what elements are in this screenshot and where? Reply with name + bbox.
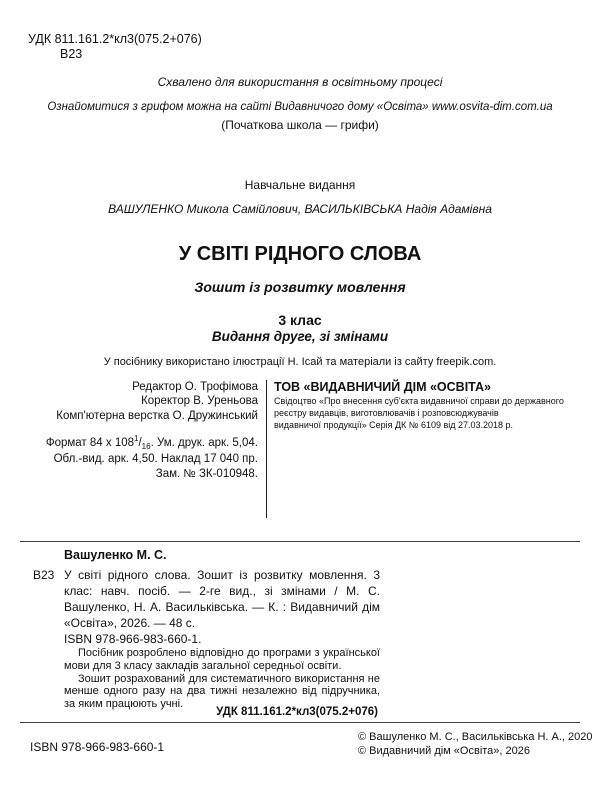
approval-text: Схвалено для використання в освітньому процесі [157, 75, 443, 89]
order-line: Зам. № ЗК-010948. [155, 467, 258, 480]
grade: 3 клас [278, 312, 322, 328]
vertical-divider [266, 380, 267, 518]
catalog-description: У світі рідного слова. Зошит із розвитку мовлення. 3 клас: навч. посіб. — 2-ге вид., зі змінами / М. С. Вашуленко, Н. А. Васильківська. — К. : Видавничий дім «Освіта», 2026. — 48 с. [64, 568, 380, 630]
format-line: Формат 84 х $108^1/_{16}$. Ум. друк. арк. 5,04. [45, 434, 258, 452]
annotation-paragraph: Посібник розроблено відповідно до програми з української мови для 3 класу закладів загальної середньої освіти. [64, 647, 380, 672]
publisher-name: ТОВ «ВИДАВНИЧИЙ ДІМ «ОСВІТА» [274, 380, 491, 394]
isbn-bottom: ISBN 978-966-983-660-1 [30, 740, 165, 754]
divider-rule [20, 541, 580, 542]
copyright-line: © Видавничий дім «Освіта», 2026 [358, 745, 530, 757]
publisher-block [274, 380, 564, 431]
catalog-author: Вашуленко М. С. [64, 548, 167, 562]
publisher-cert [274, 395, 564, 431]
page-title: У СВІТІ РІДНОГО СЛОВА [178, 243, 422, 265]
catalog-udk: УДК 811.161.2*кл3(075.2+076) [216, 706, 378, 718]
copyright-line: © Вашуленко М. С., Васильківська Н. А., 2020 [358, 731, 593, 743]
sheets-line: Обл.-вид. арк. 4,50. Наклад 17 040 пр. [53, 453, 258, 466]
udk-top: УДК 811.161.2*кл3(075.2+076) [28, 32, 202, 46]
copyright-block [358, 730, 593, 758]
layout-credit: Комп'ютерна верстка О. Дружинський [56, 409, 258, 422]
grif-line: Ознайомитися з грифом можна на сайті Видавничого дому «Освіта» www.osvita-dim.com.ua [47, 101, 553, 113]
corrector-credit: Коректор В. Уреньова [141, 395, 258, 408]
catalog-code: В23 [33, 568, 55, 582]
subtitle: Зошит із розвитку мовлення [194, 279, 406, 295]
edition-note: Видання друге, зі змінами [211, 329, 389, 344]
divider-rule [20, 722, 580, 723]
credits [56, 380, 258, 423]
print-info [46, 434, 258, 481]
code-top: В23 [60, 47, 83, 61]
annotation-paragraph: Зошит розрахований для систематичного використання не менше одного разу на два тижні незалежно від підручника, за яким працюють учні. [64, 672, 380, 711]
authors: ВАШУЛЕНКО Микола Самійлович, ВАСИЛЬКІВСЬКА Надія Адамівна [108, 202, 492, 216]
edition-type: Навчальне видання [244, 178, 356, 192]
editor-credit: Редактор О. Трофімова [132, 381, 258, 393]
cert-line: Свідоцтво «Про внесення суб'єкта видавничої справи до державного [274, 396, 564, 406]
cert-line: видавничої продукції» Серія ДК № 6109 від 27.03.2018 р. [274, 420, 514, 430]
cert-line: реєстру видавців, виготовлювачів і розповсюджувачів [274, 408, 499, 418]
catalog-annotation [64, 647, 380, 711]
catalog-isbn: ISBN 978-966-983-660-1. [64, 632, 202, 646]
grif-sub: (Початкова школа — грифи) [221, 118, 379, 132]
illustrations-note: У посібнику використано ілюстрації Н. Ісай та матеріали із сайту freepik.com. [103, 356, 497, 368]
